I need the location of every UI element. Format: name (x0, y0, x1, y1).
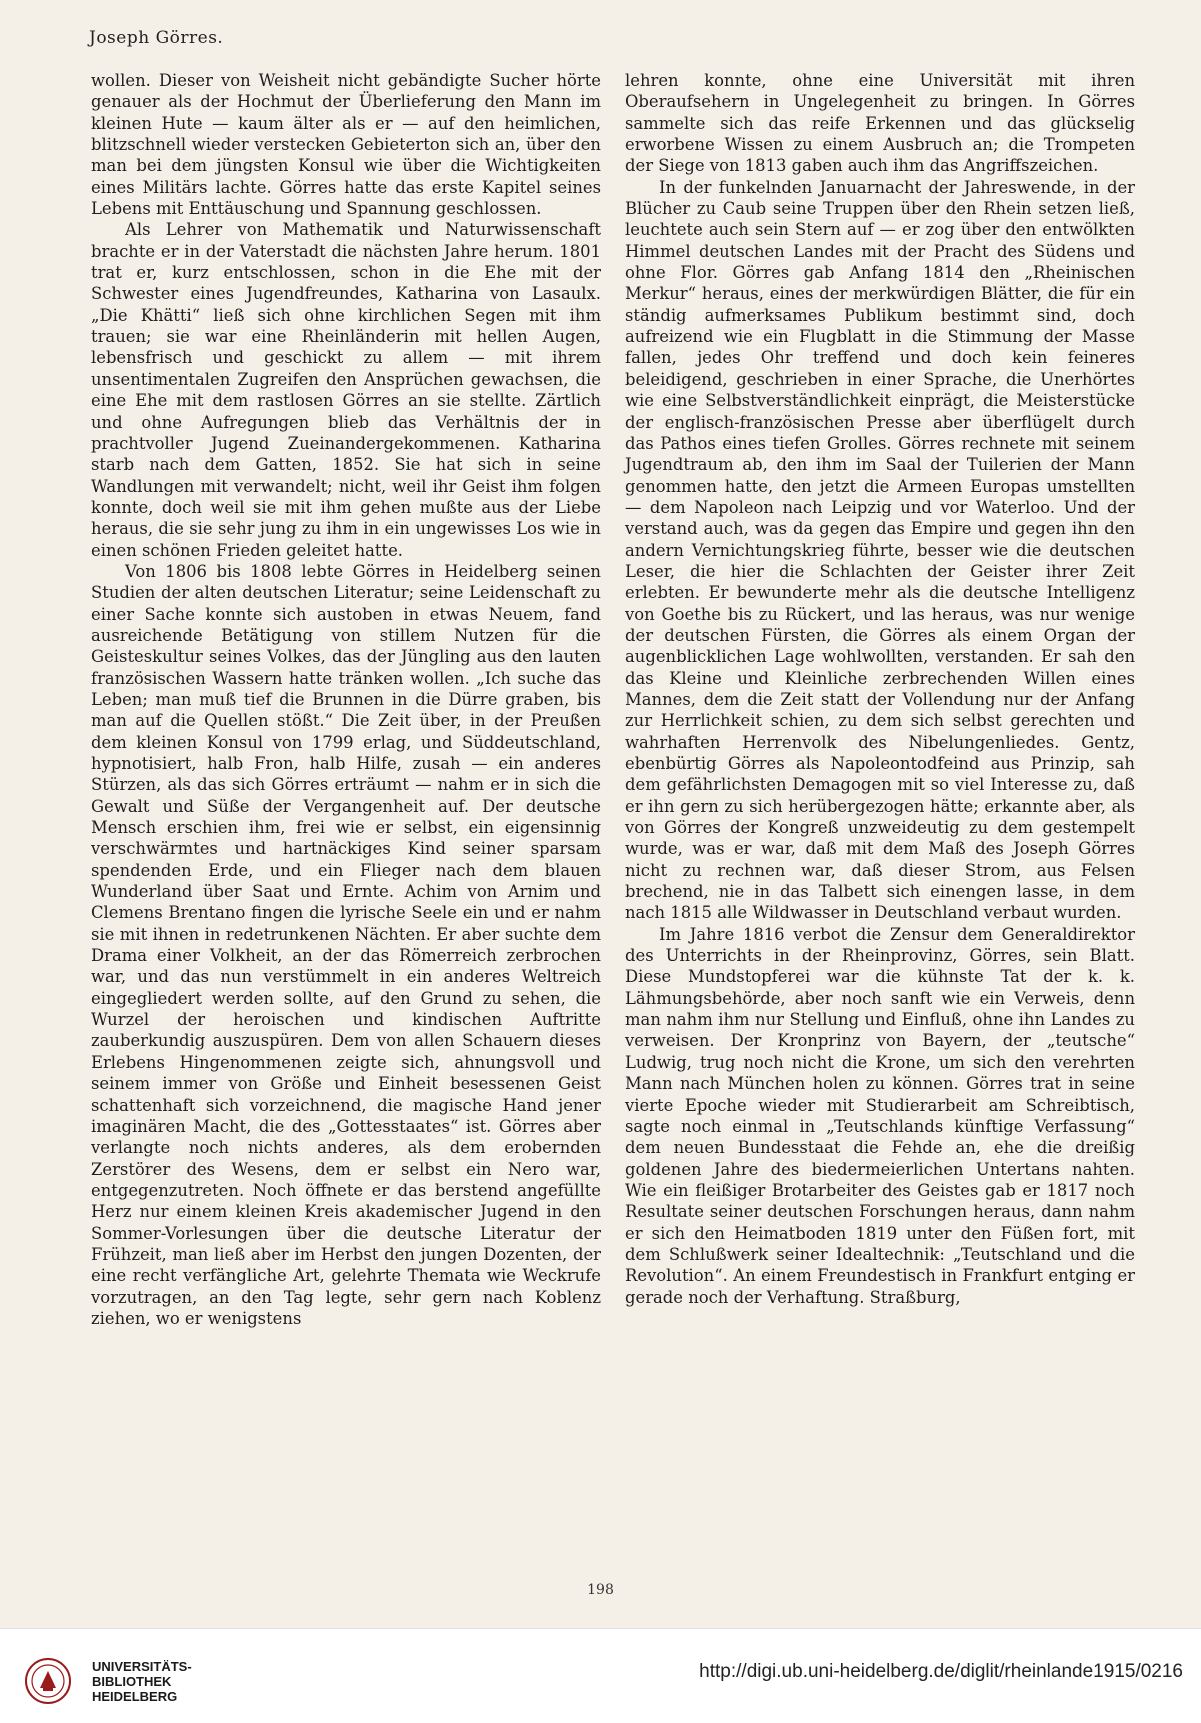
paragraph: In der funkelnden Januarnacht der Jahreswende, in der Blücher zu Caub seine Truppen über den Rhein setzen ließ, leuchtete auch sein Stern auf — er zog über den entwölkten Himmel deutschen Landes mit der Pracht des Südens und ohne Flor. Görres gab Anfang 1814 den „Rheinischen Merkur“ heraus, eines der merkwürdigen Blätter, die für ein ständig aufmerksames Publikum bestimmt sind, doch aufreizend wie ein Flugblatt in die Stimmung der Masse fallen, jedes Ohr treffend und doch kein feineres beleidigend, geschrieben in einer Sprache, die Unerhörtes wie eine Selbstverständlichkeit einprägt, die Meisterstücke der englisch-französischen Presse aber überflügelt durch das Pathos eines tiefen Grolles. Görres rechnete mit seinem Jugendtraum ab, den ihm im Saal der Tuilerien der Mann genommen hatte, den jetzt die Armeen Europas umstellten — dem Napoleon nach Leipzig und vor Waterloo. Und der verstand auch, was da gegen das Empire und gegen ihn den andern Vernichtungskrieg führte, besser wie die deutschen Leser, die hier die Schlachten der Geister ihrer Zeit erlebten. Er bewunderte mehr als die deutsche Intelligenz von Goethe bis zu Rückert, und las heraus, was nur wenige der deutschen Fürsten, die Görres als einem Organ der augenblicklichen Lage wohlwollten, verstanden. Er sah den das Kleine und Kleinliche zerbrechenden Willen eines Mannes, dem die Zeit statt der Vollendung nur der Anfang zur Herrlichkeit schien, zu dem sich selbst gerechten und wahrhaften Herrenvolk des Nibelungenliedes. Gentz, ebenbürtig Görres als Napoleontodfeind aus Prinzip, sah dem gefährlichsten Demagogen mit so viel Interesse zu, daß er ihn gern zu sich herübergezogen hätte; erkannte aber, als von Görres der Kongreß unzweideutig zu dem gestempelt wurde, was er war, daß mit dem Maß des Joseph Görres nicht zu rechnen war, daß dieser Strom, aus Felsen brechend, nie in das Talbett sich einengen lasse, in dem nach 1815 alle Wildwasser in Deutschland verbaut wurden. (625, 177, 1135, 923)
left-column (91, 70, 601, 1329)
library-line: UNIVERSITÄTS- (92, 1659, 192, 1674)
university-seal-icon (24, 1657, 72, 1705)
page-number: 198 (587, 1582, 614, 1598)
right-column (625, 70, 1135, 1308)
footer-bar (0, 1628, 1201, 1723)
library-name (92, 1659, 192, 1704)
paragraph: Von 1806 bis 1808 lebte Görres in Heidelberg seinen Studien der alten deutschen Literatur; seine Leidenschaft zu einer Sache konnte sich austoben in etwas Neuem, fand ausreichende Betätigung von stillem Nutzen für die Geisteskultur seines Volkes, das der Jüngling aus den lauten französischen Wassern hatte tränken wollen. „Ich suche das Leben; man muß tief die Brunnen in die Dürre graben, bis man auf die Quellen stößt.“ Die Zeit über, in der Preußen dem kleinen Konsul von 1799 erlag, und Süddeutschland, hypnotisiert, halb Fron, halb Hilfe, zusah — ein anderes Stürzen, als das sich Görres erträumt — nahm er in sich die Gewalt und Süße der Vergangenheit auf. Der deutsche Mensch erschien ihm, frei wie er selbst, ein eigensinnig verschwärmtes und hartnäckiges Kind seiner sparsam spendenden Erde, und ein Flieger nach dem blauen Wunderland über Saat und Ernte. Achim von Arnim und Clemens Brentano fingen die lyrische Seele ein und er nahm sie mit ihnen in redetrunkenen Nächten. Er aber suchte dem Drama einer Volkheit, an der das Römerreich zerbrochen war, und das nun verstümmelt in ein anderes Weltreich eingegliedert werden sollte, auf den Grund zu sehen, die Wurzel der heroischen und kindischen Auftritte zauberkundig auszuspüren. Dem von allen Schauern dieses Erlebens Hingenommenen zeigte sich, ahnungsvoll und seinem immer von Größe und Einheit besessenen Geist schattenhaft sich vorzeichnend, die magische Hand jener imaginären Macht, die des „Gottesstaates“ ist. Görres aber verlangte noch nichts anderes, als dem erobernden Zerstörer des Wesens, dem er selbst ein Nero war, entgegenzutreten. Noch öffnete er das berstend angefüllte Herz nur einem kleinen Kreis akademischer Jugend in den Sommer-Vorlesungen über die deutsche Literatur der Frühzeit, man ließ aber im Herbst den jungen Dozenten, der eine recht verfängliche Art, gelehrte Themata wie Weckrufe vorzutragen, an den Tag legte, sehr gern nach Koblenz ziehen, wo er wenigstens (91, 561, 601, 1328)
paragraph: lehren konnte, ohne eine Universität mit ihren Oberaufsehern in Ungelegenheit zu bringen. In Görres sammelte sich das reife Erkennen und das glückselig erworbene Wissen zu einem Ausbruch an; die Trompeten der Siege von 1813 gaben auch ihm das Angriffszeichen. (625, 71, 1135, 176)
library-line: BIBLIOTHEK (92, 1674, 172, 1689)
paragraph: wollen. Dieser von Weisheit nicht gebändigte Sucher hörte genauer als der Hochmut der Überlieferung den Mann im kleinen Hute — kaum älter als er — auf den heimlichen, blitzschnell wieder verstecken Gebieterton sich an, über den man bei dem jüngsten Konsul wie über die Wichtigkeiten eines Militärs lachte. Görres hatte das erste Kapitel seines Lebens mit Enttäuschung und Spannung geschlossen. (91, 71, 601, 219)
paragraph: Als Lehrer von Mathematik und Naturwissenschaft brachte er in der Vaterstadt die nächsten Jahre herum. 1801 trat er, kurz entschlossen, schon in die Ehe mit der Schwester eines Jugendfreundes, Katharina von Lasaulx. „Die Khätti“ ließ sich ohne kirchlichen Segen mit ihm trauen; sie war eine Rheinländerin mit hellen Augen, lebensfrisch und geschickt zu allem — mit ihrem unsentimentalen Zugreifen den Ansprüchen gewachsen, die eine Ehe mit dem rastlosen Görres an sie stellte. Zärtlich und ohne Aufregungen blieb das Verhältnis der in prachtvoller Jugend Zueinandergekommenen. Katharina starb nach dem Gatten, 1852. Sie hat sich in seine Wandlungen mit verwandelt; nicht, weil ihr Geist ihm folgen konnte, doch weil sie mit ihm gehen mußte aus der Liebe heraus, die sie sehr jung zu ihm in ein ungewisses Los wie in einen schönen Frieden geleitet hatte. (91, 220, 601, 560)
library-line: HEIDELBERG (92, 1689, 178, 1704)
source-url-link[interactable]: http://digi.ub.uni-heidelberg.de/diglit/rheinlande1915/0216 (699, 1661, 1183, 1682)
paragraph: Im Jahre 1816 verbot die Zensur dem Generaldirektor des Unterrichts in der Rheinprovinz, Görres, sein Blatt. Diese Mundstopferei war die kühnste Tat der k. k. Lähmungsbehörde, aber noch sanft wie ein Verweis, denn man nahm ihm nur Stellung und Einfluß, ohne ihn Landes zu verweisen. Der Kronprinz von Bayern, der „teutsche“ Ludwig, trug noch nicht die Krone, um sich den verehrten Mann nach München holen zu können. Görres trat in seine vierte Epoche wieder mit Studierarbeit am Schreibtisch, sagte noch einmal in „Teutschlands künftige Verfassung“ dem neuen Bundesstaat die Fehde an, ehe die dreißig goldenen Jahre des biedermeierlichen Untertans nahten. Wie ein fleißiger Brotarbeiter des Geistes gab er 1817 noch Resultate seiner deutschen Forschungen heraus, dann nahm er sich den Heimatboden 1819 unter den Füßen fort, mit dem Schlußwerk seiner Idealtechnik: „Teutschland und die Revolution“. An einem Freundestisch in Frankfurt entging er gerade noch der Verhaftung. Straßburg, (625, 924, 1135, 1307)
running-head: Joseph Görres. (89, 28, 224, 48)
